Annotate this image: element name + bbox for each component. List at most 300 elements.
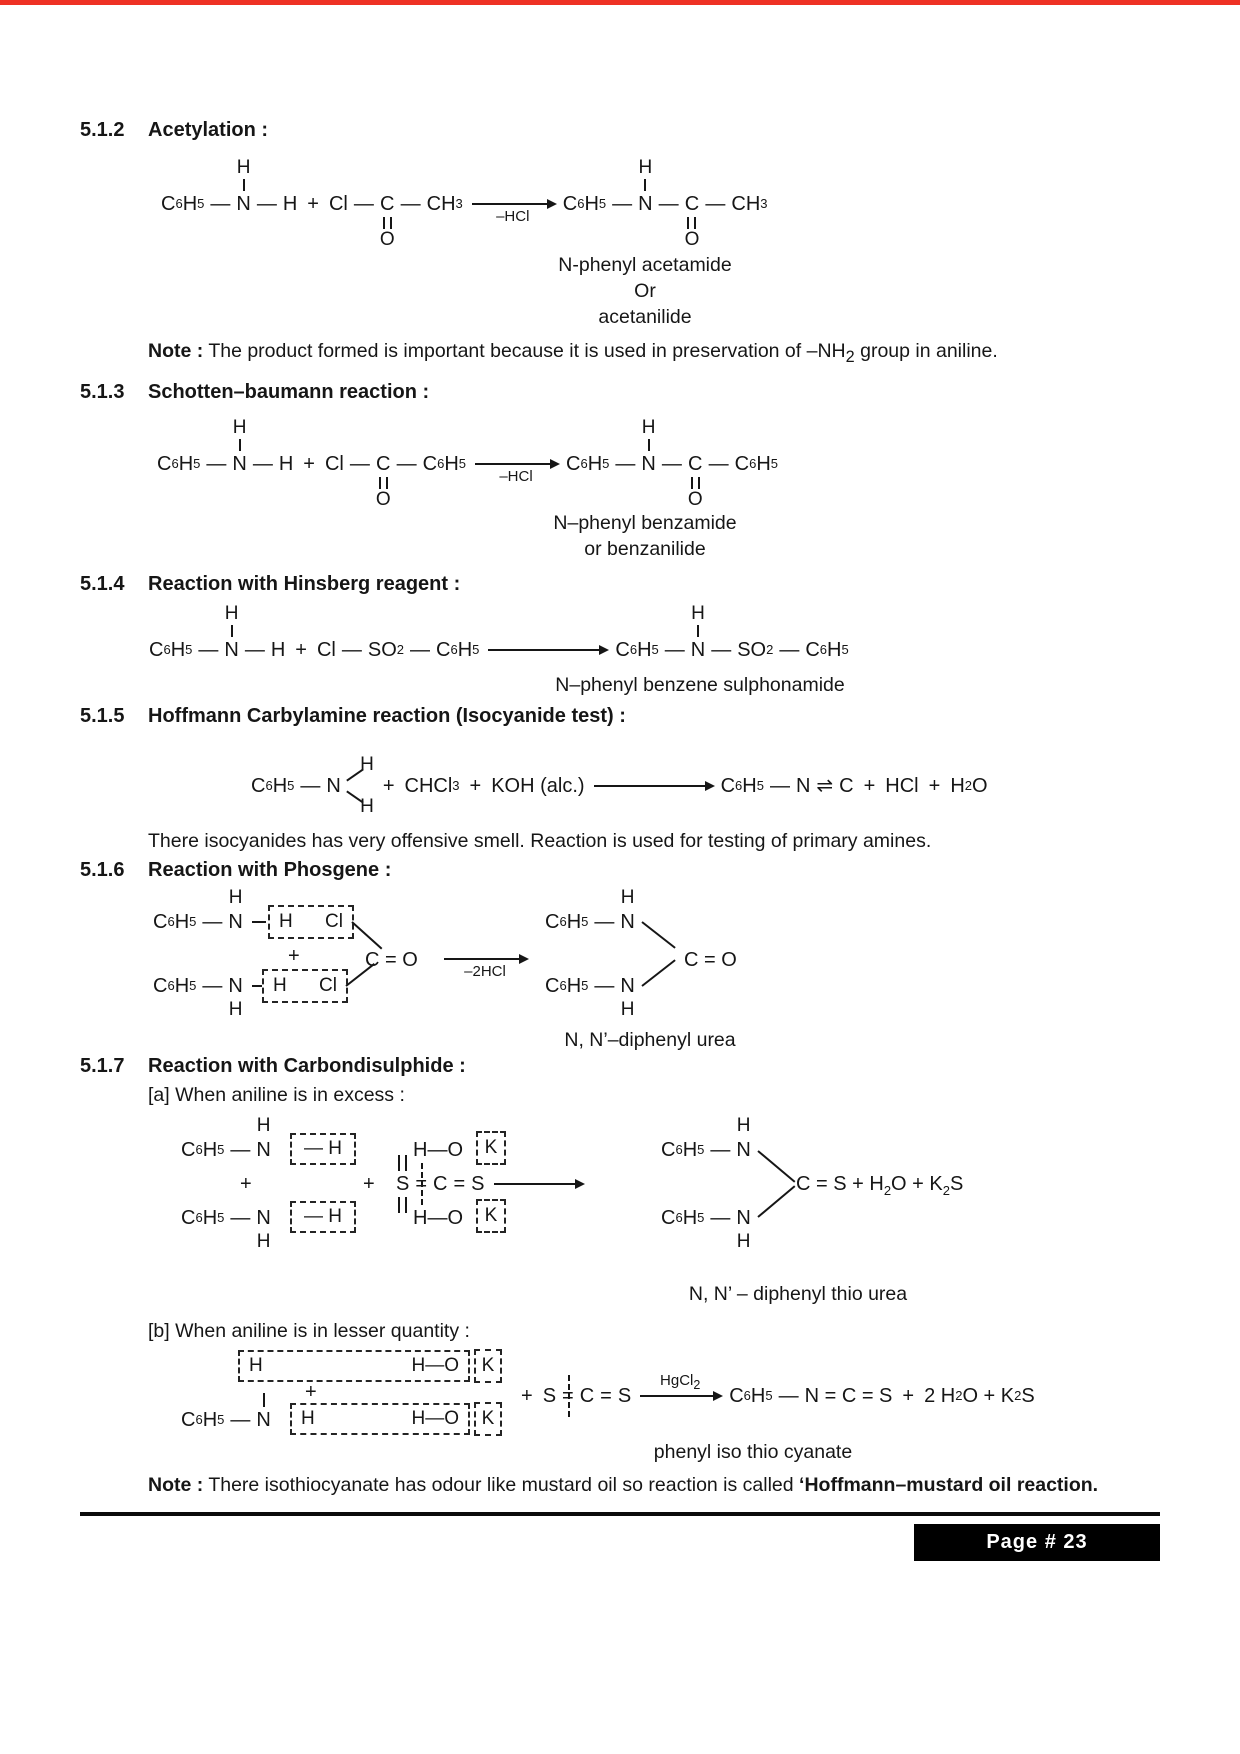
formula-part: –HCl xyxy=(496,208,530,225)
formula-token xyxy=(181,1386,224,1454)
formula-part: — xyxy=(710,1138,731,1161)
formula-part: — xyxy=(708,452,729,475)
section-title: Reaction with Phosgene : xyxy=(148,858,392,881)
formula-part: SO 2 xyxy=(367,638,404,661)
formula-part xyxy=(376,476,391,510)
formula-part xyxy=(380,216,395,250)
formula-part: = xyxy=(453,1172,466,1195)
mechanism-box xyxy=(290,1403,470,1435)
formula-part: O xyxy=(687,488,703,510)
formula-part: + xyxy=(303,452,315,475)
formula-token xyxy=(410,604,430,696)
formula-token xyxy=(736,1184,750,1252)
plus-sign: + xyxy=(288,944,300,967)
formula-token xyxy=(350,418,370,510)
reaction-arrow xyxy=(591,751,715,821)
formula-token xyxy=(638,158,652,250)
formula-part xyxy=(519,954,529,964)
product-label: N–phenyl benzene sulphonamide xyxy=(555,673,845,696)
formula-part: O xyxy=(684,229,700,250)
formula-part: — xyxy=(400,193,421,215)
formula-part: 2 H 2 O + K 2 S xyxy=(924,1384,1035,1407)
product-label: Or xyxy=(634,280,656,302)
formula-part: S xyxy=(542,1384,557,1407)
formula-part: KOH (alc.) xyxy=(491,774,585,797)
formula-part: C 6 H 5 xyxy=(615,638,659,661)
formula-part xyxy=(688,476,703,510)
formula-token xyxy=(491,740,584,832)
mechanism-box: K xyxy=(476,1131,506,1165)
formula-part: N xyxy=(641,452,656,475)
formula-part: ⇌ xyxy=(816,774,834,797)
formula-token xyxy=(354,158,374,250)
formula-part xyxy=(464,960,506,982)
formula-token xyxy=(545,888,588,956)
formula-token xyxy=(779,1362,799,1430)
formula-token xyxy=(543,1362,556,1430)
formula-fragment xyxy=(178,1386,274,1454)
formula-part: H xyxy=(270,638,286,661)
formula-part: — xyxy=(341,638,362,661)
formula-part: N xyxy=(795,774,811,797)
page-number-label: Page # 23 xyxy=(986,1530,1088,1553)
mechanism-box: K xyxy=(474,1349,502,1383)
formula-token xyxy=(709,418,729,510)
section-heading-carbylamine xyxy=(80,704,1160,728)
formula-part: N xyxy=(236,193,251,215)
formula-part: — xyxy=(594,974,615,997)
formula-part xyxy=(233,418,247,452)
formula-token xyxy=(427,158,463,250)
formula-part: — xyxy=(210,193,231,215)
formula-part xyxy=(398,1196,407,1218)
formula-part: H 2 O xyxy=(950,774,988,797)
formula-part xyxy=(229,998,243,1020)
formula-part: — xyxy=(230,1206,251,1229)
equation-acetylation xyxy=(158,158,1160,250)
atom-label: Cl xyxy=(319,974,337,996)
formula-token xyxy=(326,728,372,844)
formula-part xyxy=(713,1391,723,1401)
formula-part: N xyxy=(638,193,653,215)
section-heading-phosgene xyxy=(80,858,1160,882)
formula-token xyxy=(885,740,918,832)
formula-token xyxy=(423,418,466,510)
mechanism-box: K xyxy=(474,1402,502,1436)
formula-fragment xyxy=(658,1184,754,1252)
formula-part: C 6 H 5 xyxy=(661,1138,705,1161)
formula-part xyxy=(472,203,554,205)
formula-part xyxy=(685,216,700,250)
formula-part: + xyxy=(307,193,319,215)
formula-part xyxy=(231,625,233,637)
formula-part xyxy=(444,958,526,960)
formula-part: O xyxy=(379,229,395,250)
formula-part xyxy=(642,418,656,452)
formula-part: — xyxy=(778,1384,799,1407)
formula-part: H xyxy=(228,886,243,908)
carbonyl-group: C = O xyxy=(365,948,418,971)
formula-part: C 6 H 5 xyxy=(566,452,610,475)
formula-token xyxy=(562,1362,574,1430)
formula-token xyxy=(566,418,609,510)
formula-part: H xyxy=(620,998,635,1020)
formula-part xyxy=(639,158,653,192)
formula-part: — xyxy=(594,910,615,933)
formula-token xyxy=(396,1150,409,1218)
formula-token xyxy=(688,418,703,510)
formula-part: — xyxy=(230,1138,251,1161)
formula-token xyxy=(710,1116,730,1184)
formula-token xyxy=(256,1184,270,1252)
formula-part xyxy=(263,1386,265,1408)
mechanism-box: K xyxy=(476,1199,506,1233)
formula-token xyxy=(705,158,725,250)
formula-token xyxy=(295,604,307,696)
note-label: Note : xyxy=(148,340,204,362)
formula-part xyxy=(472,463,560,465)
formula-fragment xyxy=(150,952,246,1020)
hydroxide-group: H—O xyxy=(413,1206,463,1229)
mechanism-box: — H xyxy=(290,1201,356,1233)
formula-token xyxy=(236,158,250,250)
formula-token xyxy=(620,888,634,956)
formula-part: — xyxy=(396,452,417,475)
formula-part: C 6 H 5 xyxy=(805,638,849,661)
formula-token xyxy=(253,418,273,510)
formula-token xyxy=(594,952,614,1020)
formula-part: C xyxy=(433,1172,448,1195)
formula-part: N xyxy=(256,1206,271,1229)
formula-part: N H H xyxy=(326,753,374,817)
formula-token xyxy=(618,1362,631,1430)
formula-token xyxy=(580,1362,594,1430)
formula-part xyxy=(491,1183,585,1185)
formula-token xyxy=(736,1116,750,1184)
formula-part: C xyxy=(839,774,854,797)
formula-part xyxy=(379,477,388,489)
formula-part: — xyxy=(349,452,370,475)
formula-token xyxy=(685,158,700,250)
formula-part: H xyxy=(256,1230,271,1252)
formula-token xyxy=(902,1362,914,1430)
section-title: Hoffmann Carbylamine reaction (Isocyanide test) : xyxy=(148,704,626,727)
formula-part: N xyxy=(232,452,247,475)
formula-token xyxy=(641,418,655,510)
formula-part: + xyxy=(863,774,876,797)
formula-token xyxy=(368,604,404,696)
section-heading-carbondisulphide xyxy=(80,1054,1160,1078)
formula-fragment xyxy=(542,888,638,956)
formula-token xyxy=(816,740,833,832)
formula-token xyxy=(157,418,200,510)
formula-part xyxy=(398,1155,407,1171)
formula-token xyxy=(612,158,632,250)
product-labels-hinsberg xyxy=(510,672,890,698)
formula-token xyxy=(181,1116,224,1184)
plus-sign: + xyxy=(240,1172,252,1195)
formula-part: — xyxy=(410,638,430,661)
formula-part xyxy=(637,1395,723,1397)
formula-part: C 6 H 5 xyxy=(181,1138,225,1161)
formula-part: C 6 H 5 xyxy=(729,1384,773,1407)
formula-token xyxy=(383,740,395,832)
formula-token xyxy=(283,158,297,250)
plus-sign: + xyxy=(305,1380,317,1403)
formula-part: H xyxy=(641,416,656,438)
formula-fragment xyxy=(178,1184,274,1252)
formula-part: C xyxy=(688,452,703,475)
hydroxide-group: H—O xyxy=(411,1407,459,1429)
formula-token xyxy=(563,158,606,250)
formula-part: N = C = S xyxy=(804,1384,893,1407)
formula-part xyxy=(239,439,241,451)
product-label: N-phenyl acetamide xyxy=(558,254,732,276)
formula-part: S xyxy=(396,1172,410,1195)
formula-part: N xyxy=(228,974,243,997)
formula-part: — xyxy=(661,452,682,475)
formula-part xyxy=(499,465,532,499)
formula-part xyxy=(469,203,557,205)
note-text: The product formed is important because it is used in preservation of $-NH_2$ group in aniline. xyxy=(203,340,998,366)
formula-token xyxy=(224,604,238,696)
formula-token xyxy=(545,952,588,1020)
formula-part: N xyxy=(224,638,239,661)
carbondisulphide-lesser-diagram xyxy=(178,1350,1160,1468)
formula-token xyxy=(251,740,294,832)
note-mustard-oil xyxy=(148,1472,1160,1498)
formula-part: — xyxy=(705,193,726,215)
formula-part xyxy=(648,439,650,451)
formula-part: C 6 H 5 xyxy=(153,910,197,933)
formula-fragment xyxy=(658,1116,754,1184)
formula-token xyxy=(307,158,319,250)
formula-part: C 6 H 5 xyxy=(157,452,201,475)
formula-token xyxy=(405,740,460,832)
formula-token xyxy=(620,952,634,1020)
formula-part: = xyxy=(600,1384,612,1407)
section-title: Reaction with Carbondisulphide : xyxy=(148,1054,466,1077)
formula-part: H xyxy=(736,1114,751,1136)
formula-part: C 6 H 5 xyxy=(181,1408,225,1431)
formula-part: N xyxy=(736,1138,751,1161)
formula-token xyxy=(376,418,391,510)
formula-fragment xyxy=(178,1116,274,1184)
formula-token xyxy=(929,740,941,832)
formula-part: SO 2 xyxy=(737,638,774,661)
section-heading-schotten-baumann xyxy=(80,380,1160,404)
formula-part: H xyxy=(282,193,298,215)
formula-part: HCl xyxy=(885,774,919,797)
formula-part: — xyxy=(664,638,685,661)
formula-token xyxy=(721,740,764,832)
product-label: phenyl iso thio cyanate xyxy=(653,1440,853,1463)
formula-part: H xyxy=(236,157,251,178)
formula-part: Cl xyxy=(316,638,336,661)
section-title: Acetylation : xyxy=(148,119,269,141)
formula-part: + xyxy=(469,774,482,797)
formula-part xyxy=(550,459,560,469)
formula-token xyxy=(661,1116,704,1184)
product-label: N, N’ – diphenyl thio urea xyxy=(688,1282,908,1305)
formula-part xyxy=(257,1116,271,1138)
formula-token xyxy=(710,1184,730,1252)
formula-part: H xyxy=(256,1114,271,1136)
section-number: 5.1.3 xyxy=(80,380,125,403)
formula-token xyxy=(805,1362,893,1430)
formula-token xyxy=(181,1184,224,1252)
formula-token xyxy=(300,740,320,832)
formula-token xyxy=(256,1116,270,1184)
atom-label: Cl xyxy=(325,910,343,932)
formula-token xyxy=(594,888,614,956)
formula-part: C 6 H 5 xyxy=(720,774,764,797)
carbylamine-remark: There isocyanides has very offensive smell. Reaction is used for testing of primary amines. xyxy=(148,829,932,852)
formula-part xyxy=(687,217,696,229)
formula-part: O xyxy=(375,488,391,510)
isothiocyanate-equation xyxy=(514,1362,1038,1430)
formula-part: H xyxy=(620,886,635,908)
mechanism-box xyxy=(268,905,354,939)
formula-part: –2HCl xyxy=(464,962,506,980)
section-number: 5.1.2 xyxy=(80,119,125,141)
formula-token xyxy=(153,952,196,1020)
formula-part xyxy=(475,463,557,465)
formula-token xyxy=(521,1362,533,1430)
formula-token xyxy=(271,604,285,696)
formula-token xyxy=(661,1184,704,1252)
bond-line xyxy=(641,921,675,948)
formula-part: H xyxy=(224,602,239,624)
formula-part: + xyxy=(521,1384,533,1407)
formula-token xyxy=(436,604,479,696)
formula-part xyxy=(737,1230,751,1252)
formula-part: C 6 H 5 xyxy=(181,1206,225,1229)
formula-token xyxy=(662,418,682,510)
formula-part: N xyxy=(256,1408,271,1431)
case-b-heading: [b] When aniline is in lesser quantity : xyxy=(148,1319,470,1342)
reaction-arrow xyxy=(472,429,560,499)
reaction-arrow-group xyxy=(438,936,532,982)
formula-part: — xyxy=(711,638,732,661)
formula-fragment xyxy=(150,888,246,956)
section-heading-acetylation xyxy=(80,118,1160,142)
bond-line xyxy=(641,959,675,986)
formula-part: H xyxy=(228,998,243,1020)
formula-part xyxy=(496,205,529,239)
formula-token xyxy=(729,1362,772,1430)
formula-token xyxy=(202,952,222,1020)
formula-part: C xyxy=(579,1384,595,1407)
footer-rule xyxy=(80,1512,1160,1516)
product-label: or benzanilide xyxy=(584,537,706,560)
formula-part: N xyxy=(256,1138,271,1161)
formula-token xyxy=(924,1362,1035,1430)
formula-part: — xyxy=(252,452,273,475)
formula-token xyxy=(230,1386,250,1454)
formula-token xyxy=(796,740,810,832)
formula-part xyxy=(599,645,609,655)
reaction-arrow xyxy=(469,169,557,239)
formula-part: + xyxy=(295,638,307,661)
formula-token xyxy=(210,158,230,250)
formula-part xyxy=(441,958,529,960)
formula-part: = xyxy=(415,1172,428,1195)
section-title: Reaction with Hinsberg reagent : xyxy=(148,572,461,595)
formula-token xyxy=(230,1184,250,1252)
formula-part: C 6 H 5 xyxy=(661,1206,705,1229)
formula-part xyxy=(383,217,392,229)
formula-token xyxy=(228,888,242,956)
formula-part: — xyxy=(710,1206,731,1229)
formula-part: C 6 H 5 xyxy=(545,910,589,933)
equation-carbylamine xyxy=(248,728,1160,844)
formula-token xyxy=(600,1362,612,1430)
formula-part: N xyxy=(690,638,706,661)
formula-part: — xyxy=(206,452,227,475)
formula-part: — xyxy=(353,193,374,215)
formula-token xyxy=(153,888,196,956)
bond-line xyxy=(252,921,266,923)
formula-part xyxy=(225,604,239,638)
formula-token xyxy=(615,418,635,510)
formula-part xyxy=(621,888,635,910)
formula-part: H xyxy=(691,602,705,624)
bond-line xyxy=(757,1185,795,1217)
formula-part xyxy=(229,888,243,910)
formula-part: — xyxy=(202,974,223,997)
note-bold-text: ‘Hoffmann–mustard oil reaction. xyxy=(799,1473,1099,1496)
formula-part: H xyxy=(736,1230,751,1252)
formula-token xyxy=(770,740,790,832)
formula-part xyxy=(257,1230,271,1252)
product-labels-schotten-baumann xyxy=(480,510,810,562)
formula-part xyxy=(697,625,699,637)
formula-part xyxy=(640,1395,720,1397)
formula-part: + xyxy=(928,774,941,797)
formula-part: C xyxy=(684,193,700,215)
formula-token xyxy=(950,740,987,832)
formula-token xyxy=(257,158,277,250)
formula-token xyxy=(202,888,222,956)
formula-token xyxy=(397,418,417,510)
bond-line xyxy=(351,921,382,949)
section-heading-hinsberg xyxy=(80,572,1160,596)
page-top-edge xyxy=(0,0,1240,5)
formula-part: N xyxy=(620,910,635,933)
formula-part: CH 3 xyxy=(731,193,768,215)
formula-part: CHCl 3 xyxy=(404,774,460,797)
product-label: N, N’–diphenyl urea xyxy=(564,1028,736,1051)
formula-token xyxy=(279,418,293,510)
carbonyl-group: C = O xyxy=(684,948,737,971)
formula-part: — xyxy=(198,638,219,661)
plus-sign: + xyxy=(363,1172,375,1195)
formula-token xyxy=(839,740,853,832)
formula-part xyxy=(705,781,715,791)
formula-token xyxy=(731,158,767,250)
formula-part: N xyxy=(228,910,243,933)
formula-part xyxy=(737,1116,751,1138)
section-number: 5.1.7 xyxy=(80,1054,125,1077)
formula-part xyxy=(594,785,712,787)
formula-part: C 6 H 5 xyxy=(545,974,589,997)
page-number-badge xyxy=(914,1524,1160,1561)
formula-part xyxy=(547,199,557,209)
formula-part: C 6 H 5 xyxy=(153,974,197,997)
formula-part: — xyxy=(300,774,321,797)
formula-part: — xyxy=(244,638,265,661)
